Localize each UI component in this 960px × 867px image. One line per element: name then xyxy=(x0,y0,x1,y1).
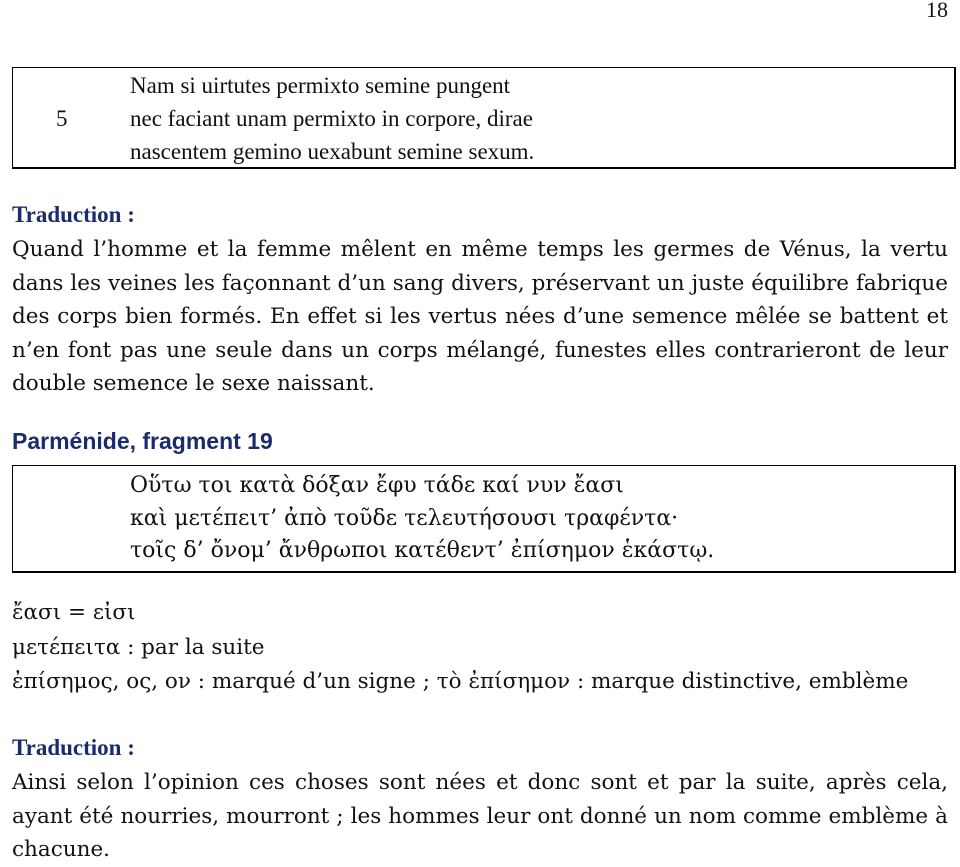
poem-line: Nam si uirtutes permixto semine pungent xyxy=(130,73,511,98)
translation-paragraph xyxy=(12,766,948,867)
paragraph-line: des corps bien formés. En effet si les vertus nées d’une semence mêlée se battent et xyxy=(12,304,948,330)
paragraph-line: chacune. xyxy=(12,837,110,863)
poem-line: nascentem gemino uexabunt semine sexum. xyxy=(130,139,535,164)
translation-paragraph xyxy=(12,233,948,401)
greek-line: Οὕτω τοι κατὰ δόξαν ἔφυ τάδε καί νυν ἔασι xyxy=(130,473,624,498)
section-heading: Parménide, fragment 19 xyxy=(12,428,273,454)
translation-heading: Traduction : xyxy=(12,735,135,760)
paragraph-line: Ainsi selon l’opinion ces choses sont nées et donc sont et par la suite, après cela, xyxy=(12,770,948,795)
line-number: 5 xyxy=(56,106,68,131)
page-number: 18 xyxy=(926,0,948,22)
paragraph-line: ayant été nourries, mourront ; les hommes leur ont donné un nom comme emblème à xyxy=(12,803,948,829)
glossary-entry: μετέπειτα : par la suite xyxy=(12,635,265,660)
glossary-entry: ἐπίσημος, ος, ον : marqué d’un signe ; τὸ ἐπίσημον : marque distinctive, emblème xyxy=(12,669,909,694)
greek-line: τοῖς δ’ ὄνομ’ ἄνθρωποι κατέθεντ’ ἐπίσημον ἑκάστῳ. xyxy=(130,538,715,563)
poem-line: nec faciant unam permixto in corpore, dirae xyxy=(130,106,533,131)
paragraph-line: double semence le sexe naissant. xyxy=(12,371,375,397)
glossary-entry: ἔασι = εἰσι xyxy=(12,600,136,625)
paragraph-line: Quand l’homme et la femme mêlent en même temps les germes de Vénus, la vertu xyxy=(12,237,948,262)
paragraph-line: dans les veines les façonnant d’un sang divers, préservant un juste équilibre fabrique xyxy=(12,270,948,296)
greek-line: καὶ μετέπειτ’ ἀπὸ τοῦδε τελευτήσουσι τραφέντα· xyxy=(130,506,679,531)
paragraph-line: n’en font pas une seule dans un corps mélangé, funestes elles contrarieront de leur xyxy=(12,337,948,363)
translation-heading: Traduction : xyxy=(12,202,135,227)
